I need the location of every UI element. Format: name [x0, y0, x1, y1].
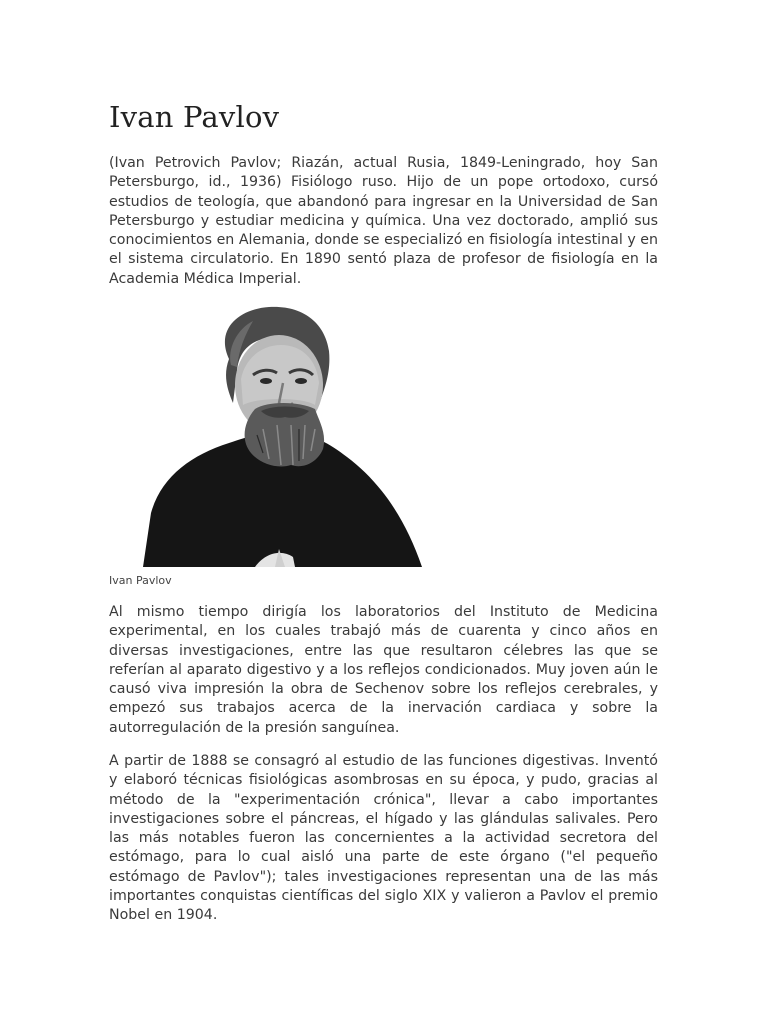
body-paragraph: Al mismo tiempo dirigía los laboratorios del Instituto de Medicina experimental, en los cuales trabajó más de cuarenta y cinco años en diversas investigaciones, entre las que resultaron célebres las que se referían al aparato digestivo y a los reflejos condicionados. Muy joven aún le causó viva impresión la obra de Sechenov sobre los reflejos cerebrales, y empezó sus trabajos acerca de la inervación cardiaca y sobre la autorregulación de la presión sanguínea.	[109, 604, 658, 736]
page-title: Ivan Pavlov	[109, 100, 280, 134]
photo-caption: Ivan Pavlov	[109, 574, 172, 587]
body-paragraph: A partir de 1888 se consagró al estudio de las funciones digestivas. Inventó y elaboró técnicas fisiológicas asombrosas en su época, y pudo, gracias al método de la "experimentación crónica", llevar a cabo importantes investigaciones sobre el páncreas, el hígado y las glándulas salivales. Pero las más notables fueron las concernientes a la actividad secretora del estómago, para lo cual aisló una parte de este órgano ("el pequeño estómago de Pavlov"); tales investigaciones representan una de las más importantes conquistas científicas del siglo XIX y valieron a Pavlov el premio Nobel en 1904.	[109, 753, 658, 924]
portrait-illustration	[143, 305, 423, 569]
intro-paragraph: (Ivan Petrovich Pavlov; Riazán, actual Rusia, 1849-Leningrado, hoy San Petersburgo, id., 1936) Fisiólogo ruso. Hijo de un pope ortodoxo, cursó estudios de teología, que abandonó para ingresar en la Universidad de San Petersburgo y estudiar medicina y química. Una vez doctorado, amplió sus conocimientos en Alemania, donde se especializó en fisiología intestinal y en el sistema circulatorio. En 1890 sentó plaza de profesor de fisiología en la Academia Médica Imperial.	[109, 155, 658, 287]
portrait-photo	[143, 305, 423, 569]
